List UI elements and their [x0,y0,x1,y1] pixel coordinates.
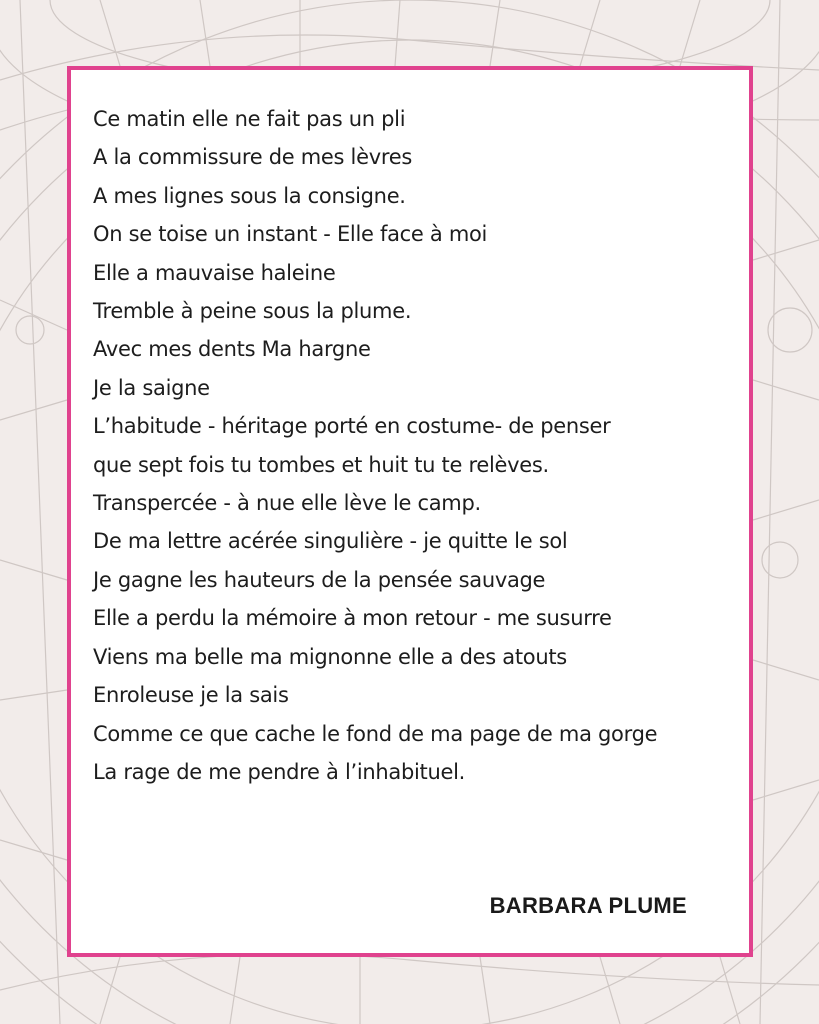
poem-line: Comme ce que cache le fond de ma page de ma gorge [93,721,658,746]
poem-line: Je la saigne [93,375,210,400]
author-signature: BARBARA PLUME [489,893,687,918]
poem-line: Transpercée - à nue elle lève le camp. [93,491,481,516]
poem-line: Tremble à peine sous la plume. [93,299,412,324]
poem-line: L’habitude - héritage porté en costume- de penser [93,414,611,439]
poem-line: Elle a perdu la mémoire à mon retour - me susurre [93,606,612,631]
poem-line: On se toise un instant - Elle face à moi [93,222,488,247]
poem-line: Viens ma belle ma mignonne elle a des atouts [93,644,567,669]
poem-card [67,66,753,957]
poem-line: Je gagne les hauteurs de la pensée sauvage [93,567,546,592]
poem-line: A la commissure de mes lèvres [93,145,412,170]
poem-line: Elle a mauvaise haleine [93,260,336,285]
poem-line: que sept fois tu tombes et huit tu te relèves. [93,452,549,477]
poem-line: La rage de me pendre à l’inhabituel. [93,759,466,784]
poem-line: De ma lettre acérée singulière - je quitte le sol [93,529,568,554]
poem-line: Avec mes dents Ma hargne [93,337,371,362]
poem-text [93,100,733,791]
poem-line: Ce matin elle ne fait pas un pli [93,107,406,131]
poem-line: A mes lignes sous la consigne. [93,183,406,208]
poem-line: Enroleuse je la sais [93,683,289,708]
